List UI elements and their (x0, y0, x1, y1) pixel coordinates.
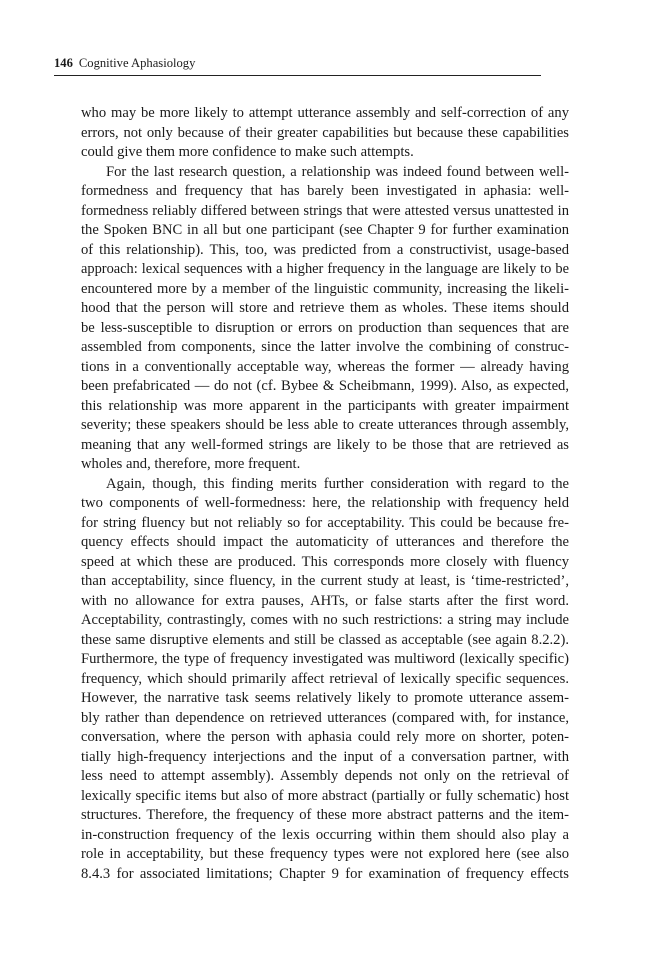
text-line: Furthermore, the type of frequency investigated was multiword (lexically specific) (81, 651, 569, 667)
text-line: severity; these speakers should be less able to create utterances through assembly, (81, 417, 569, 433)
text-line: speed at which these are produced. This corresponds more closely with fluency (81, 553, 569, 570)
text-line: structures. Therefore, the frequency of these more abstract patterns and the item- (81, 807, 569, 823)
text-line: for string fluency but not reliably so for acceptability. This could be because fre- (81, 514, 569, 531)
text-line: of this relationship). This, too, was predicted from a constructivist, usage-based (81, 241, 569, 258)
text-line: meaning that any well-formed strings are likely to be those that are retrieved as (81, 436, 569, 453)
text-line: However, the narrative task seems relatively likely to promote utterance assem- (81, 690, 569, 706)
text-line: assembled from components, since the latter involve the combining of construc- (81, 339, 569, 355)
text-line: hood that the person will store and retrieve them as wholes. These items should (81, 300, 569, 316)
text-line: who may be more likely to attempt utterance assembly and self-correction of any (81, 105, 569, 121)
text-line: less need to attempt assembly). Assembly depends not only on the retrieval of (81, 768, 569, 784)
text-line: errors, not only because of their greater capabilities but because these capabilities (81, 124, 569, 141)
text-line: this relationship was more apparent in the participants with greater impairment (81, 397, 569, 414)
text-line: For the last research question, a relationship was indeed found between well- (106, 163, 569, 180)
text-line: with no allowance for extra pauses, AHTs, or false starts after the first word. (81, 592, 569, 609)
text-line: quency effects should impact the automaticity of utterances and therefore the (81, 534, 569, 550)
text-line: encountered more by a member of the linguistic community, increasing the likeli- (81, 280, 569, 297)
text-line: the Spoken BNC in all but one participant (see Chapter 9 for further examination (81, 222, 569, 238)
text-line: than acceptability, since fluency, in the current study at least, is ‘time-restricted’, (81, 573, 569, 589)
text-line: been prefabricated — do not (cf. Bybee & Scheibmann, 1999). Also, as expected, (81, 378, 569, 394)
page-number: 146 (54, 56, 73, 70)
text-line: bly rather than dependence on retrieved utterances (compared with, for instance, (81, 709, 569, 726)
text-line: in-construction frequency of the lexis occurring within them should also play a (81, 826, 569, 843)
text-line: two components of well-formedness: here, the relationship with frequency held (81, 495, 569, 511)
text-line: these same disruptive elements and still be classed as acceptable (see again 8.2.2). (81, 631, 569, 648)
text-line: approach: lexical sequences with a higher frequency in the language are likely to be (81, 261, 569, 277)
text-line: could give them more confidence to make such attempts. (81, 144, 414, 160)
text-line: 8.4.3 for associated limitations; Chapter 9 for examination of frequency effects (81, 865, 569, 882)
text-line: role in acceptability, but these frequency types were not explored here (see also (81, 846, 569, 862)
text-line: lexically specific items but also of more abstract (partially or fully schematic) host (81, 787, 569, 804)
text-line: Again, though, this finding merits further consideration with regard to the (106, 475, 569, 492)
text-line: wholes and, therefore, more frequent. (81, 456, 301, 472)
text-line: tions in a conventionally acceptable way, whereas the former — already having (81, 358, 569, 375)
text-line: be less-susceptible to disruption or errors on production than sequences that are (81, 319, 569, 336)
text-line: frequency, which should primarily affect retrieval of lexically specific sequences. (81, 670, 569, 687)
body-text (81, 104, 569, 884)
text-line: formedness reliably differed between strings that were attested versus unattested in (81, 202, 569, 219)
running-head-title: Cognitive Aphasiology (78, 56, 196, 70)
text-line: conversation, where the person with aphasia could rely more on shorter, poten- (81, 729, 569, 745)
text-line: Acceptability, contrastingly, comes with no such restrictions: a string may include (81, 612, 569, 628)
running-head (54, 55, 541, 76)
text-line: tially high-frequency interjections and the input of a conversation partner, with (81, 748, 569, 765)
text-line: formedness and frequency that has barely been investigated in aphasia: well- (81, 183, 569, 199)
